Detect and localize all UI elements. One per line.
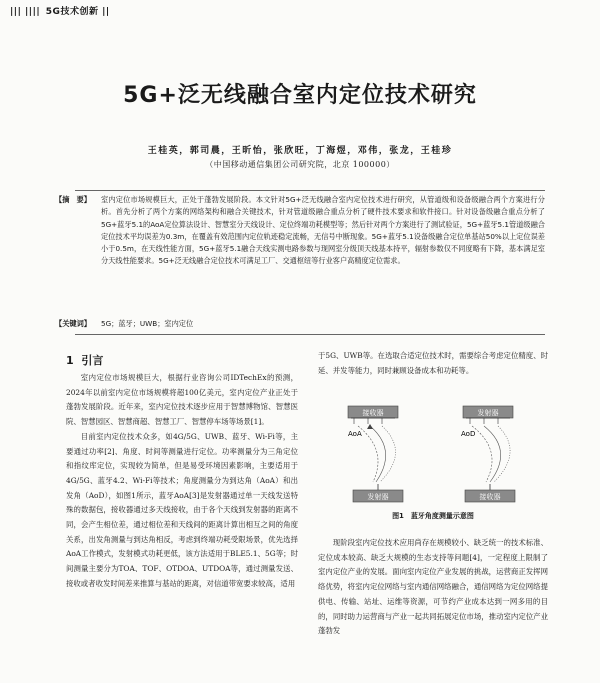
section-label: 5G技术创新 (45, 7, 99, 17)
keywords-text: 5G；蓝牙；UWB；室内定位 (101, 319, 194, 328)
aoa-label: AoA (348, 430, 362, 438)
paragraph: 室内定位市场规模巨大，根据行业咨询公司IDTechEx的预测，2024年以前室内定位市场规模将超100亿美元，室内定位产业正处于蓬勃发展阶段。近年来，室内定位技术逐步应用于智慧博物馆、智慧医院、智慧园区、智慧商超、智慧工厂、智慧停车场等场景[1]。 (66, 373, 298, 427)
paragraph: 于5G、UWB等。在选取合适定位技术时，需要综合考虑定位精度、时延、并发等能力，同时兼顾设备成本和功耗等。 (318, 351, 548, 375)
receiver-2-label: 接收器 (479, 493, 501, 501)
author-list: 王桂英，郭司晨，王昕怡，张欣旺，丁海煜，邓伟，张龙，王桂珍 (147, 146, 453, 156)
section-number: 1 (66, 354, 74, 367)
abstract-block (55, 194, 545, 268)
section-heading (66, 352, 103, 368)
paper-title: 5G+泛无线融合室内定位技术研究 (123, 83, 477, 108)
figure-1-diagram (318, 400, 548, 508)
abstract-text: 室内定位市场规模巨大，正处于蓬勃发展阶段。本文针对5G+泛无线融合室内定位技术进行研究，从管道级和设备级融合两个方案进行分析。首先分析了两个方案的网络架构和融合关键技术，针对管道级融合重点分析了硬件技术要求和软件接口。针对设备级融合重点分析了5G+蓝牙5.1的AoA定位算法设计、智慧室分天线设计、定位终端功耗模型等；然后针对两个方案进行了测试验证，5G+蓝牙5.1管道级融合定位技术平均误差为0.3m，在覆盖有效范围内定位轨迹稳定流畅，无信号中断现象。5G+蓝牙5.1设备级融合定位单基站50%以上定位误差小于0.5m，在天线性能方面，5G+蓝牙5.1融合天线实测电路参数与现网室分级顶天线基本持平，辐射参数仅不同度略有下降，基本满足室分天线性能要求。5G+泛无线融合定位技术可满足工厂、交通枢纽等行业客户高精度定位需求。 (101, 195, 545, 266)
keywords-block (55, 318, 545, 330)
keywords-label: 【关键词】 (55, 319, 91, 328)
transmitter-label: 发射器 (367, 493, 389, 501)
header-bars: ||| |||| (10, 7, 41, 17)
right-column-top (318, 349, 548, 378)
affiliation: （中国移动通信集团公司研究院，北京 100000） (205, 160, 395, 169)
abstract-top-rule (75, 190, 545, 191)
right-column-bottom (318, 536, 548, 639)
figure-caption: 图1 蓝牙角度测量示意图 (392, 512, 474, 520)
receiver-label: 接收器 (362, 409, 384, 417)
header-tail: || (102, 7, 110, 17)
aod-label: AoD (461, 430, 476, 438)
transmitter-2-label: 发射器 (477, 409, 499, 417)
left-column (66, 371, 298, 592)
abstract-bottom-rule (75, 334, 545, 335)
journal-section-header (10, 4, 110, 17)
paragraph: 现阶段室内定位技术应用尚存在规模较小、缺乏统一的技术标准、定位成本较高、缺乏大规模的生态支持等问题[4]，一定程度上限制了室内定位产业的发展。面向室内定位产业发展的挑战，运营商正发挥网络优势，将室内定位网络与室内通信网络融合，通信网络为定位网络提供电、传输、站址、运维等资源，可节约产业成本达到一网多用的目的，同时助力运营商与产业一起共同拓展定位市场，推动室内定位产业蓬勃发 (318, 538, 548, 636)
abstract-label: 【摘 要】 (55, 195, 91, 204)
paragraph: 目前室内定位技术众多，如4G/5G、UWB、蓝牙、Wi-Fi等，主要通过功率[2]、角度、时间等测量进行定位。功率测量分为三角定位和指纹库定位，实现较为简单，但是易受环境因素影响，主要适用于4G/5G、蓝牙4.2、Wi-Fi等技术；角度测量分为到达角（AoA）和出发角（AoD），如图1所示，蓝牙AoA[3]是发射器通过单一天线发送特殊的数据包，接收器通过多天线接收，由于各个天线到发射器的距离不同，会产生相位差，通过相位差和天线间的距离计算出相互之间的角度关系，出发角测量与到达角相反，考虑到终端功耗受限场景，优先选择AoA工作模式，发射模式功耗更低，该方法适用于BLE5.1、5G等；时间测量主要分为TOA、TOF、OTDOA、UTDOA等，通过测量发送、接收或者收发时间差来推算与基站的距离，对信道带宽要求较高，适用 (66, 431, 298, 588)
section-title: 引言 (81, 354, 104, 367)
